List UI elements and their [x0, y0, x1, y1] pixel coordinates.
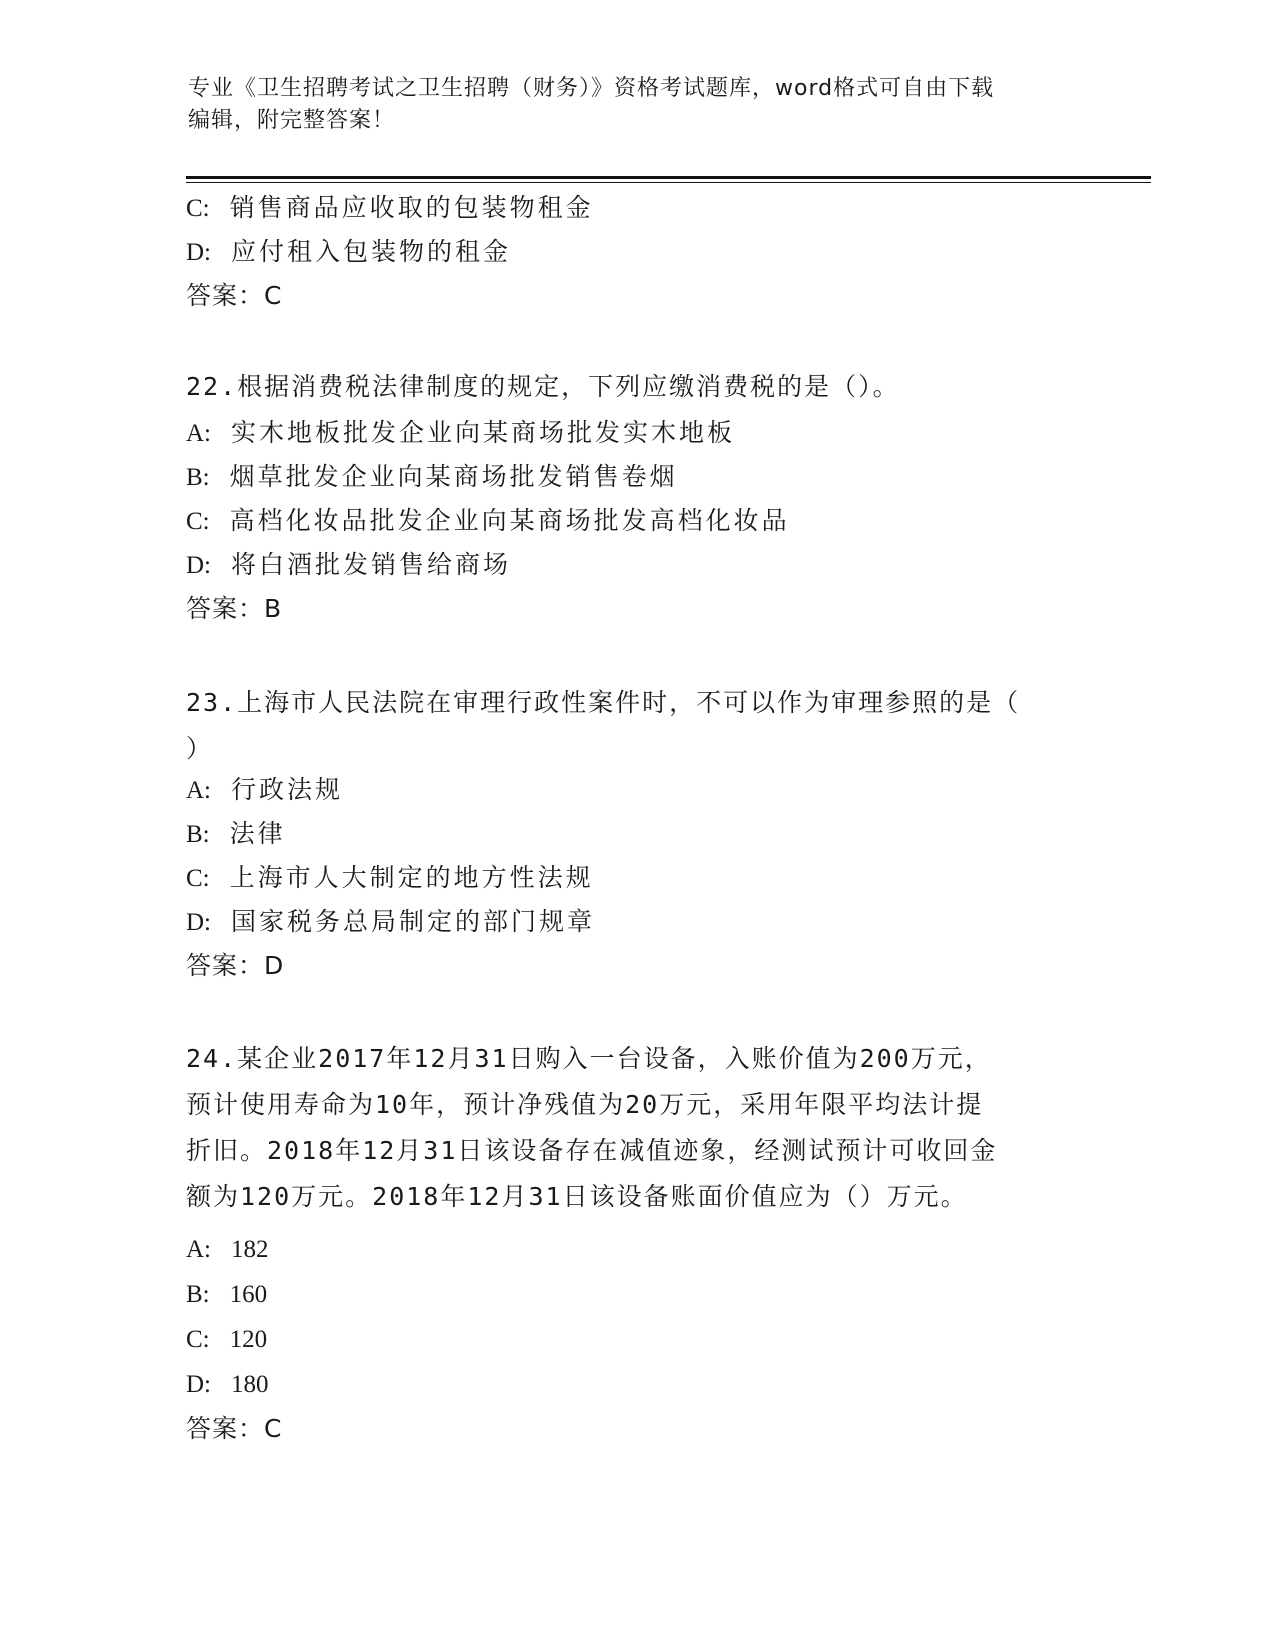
header-line-1: 专业《卫生招聘考试之卫生招聘（财务）》资格考试题库，word格式可自由下载 [188, 76, 995, 101]
header-line-2: 编辑，附完整答案！ [188, 108, 396, 133]
option-label: D: [186, 552, 211, 579]
header-divider-thin [186, 182, 1151, 183]
q24-stem-line-2: 预计使用寿命为10年，预计净残值为20万元，采用年限平均法计提 [186, 1090, 984, 1119]
q24-stem-line-3: 折旧。2018年12月31日该设备存在减值迹象，经测试预计可收回金 [186, 1136, 998, 1165]
q24-stem-line-1: 24.某企业2017年12月31日购入一台设备，入账价值为200万元， [186, 1044, 992, 1073]
option-label: B: [186, 821, 210, 848]
option-text: 烟草批发企业向某商场批发销售卷烟 [229, 462, 678, 491]
q22-option-a [186, 418, 735, 449]
q21-answer: 答案：C [186, 281, 283, 310]
option-label: B: [186, 464, 210, 491]
q22-stem-line: 22.根据消费税法律制度的规定，下列应缴消费税的是（）。 [186, 372, 900, 401]
q21-option-d [186, 237, 511, 268]
q24-option-d [186, 1369, 269, 1400]
option-label: C: [186, 1326, 210, 1353]
q23-option-c [186, 863, 594, 894]
option-label: A: [186, 1236, 211, 1263]
q24-option-a [186, 1234, 269, 1265]
q24-option-b [186, 1279, 267, 1310]
option-label: C: [186, 865, 210, 892]
option-text: 将白酒批发销售给商场 [231, 550, 512, 579]
option-text: 120 [229, 1326, 268, 1353]
option-label: D: [186, 909, 211, 936]
q23-answer: 答案：D [186, 951, 285, 980]
q23-stem-line-2: ） [186, 734, 214, 763]
option-label: A: [186, 420, 211, 447]
option-text: 160 [229, 1281, 268, 1308]
option-label: A: [186, 777, 211, 804]
option-text: 国家税务总局制定的部门规章 [231, 907, 596, 936]
q23-stem [186, 680, 1086, 772]
q24-option-c [186, 1324, 267, 1355]
q24-stem-line-4: 额为120万元。2018年12月31日该设备账面价值应为（）万元。 [186, 1182, 968, 1211]
option-label: D: [186, 239, 211, 266]
option-text: 高档化妆品批发企业向某商场批发高档化妆品 [229, 506, 790, 535]
q22-option-d [186, 550, 511, 581]
option-label: B: [186, 1281, 210, 1308]
header-divider-thick [186, 176, 1151, 179]
option-text: 实木地板批发企业向某商场批发实木地板 [231, 418, 736, 447]
q22-answer: 答案：B [186, 594, 283, 623]
option-text: 上海市人大制定的地方性法规 [229, 863, 594, 892]
option-text: 应付租入包装物的租金 [231, 237, 512, 266]
q23-option-a [186, 775, 343, 806]
q23-stem-line-1: 23.上海市人民法院在审理行政性案件时，不可以作为审理参照的是（ [186, 688, 1021, 717]
option-label: C: [186, 195, 210, 222]
q24-answer: 答案：C [186, 1414, 283, 1443]
q23-option-b [186, 819, 286, 850]
q22-option-c [186, 506, 790, 537]
option-text: 行政法规 [231, 775, 344, 804]
option-label: D: [186, 1371, 211, 1398]
option-label: C: [186, 508, 210, 535]
option-text: 销售商品应收取的包装物租金 [229, 193, 594, 222]
q21-option-c [186, 193, 594, 224]
option-text: 法律 [229, 819, 286, 848]
q22-stem [186, 364, 1086, 410]
q24-stem [186, 1036, 1086, 1220]
document-header [188, 73, 1068, 137]
q22-option-b [186, 462, 678, 493]
option-text: 180 [231, 1371, 269, 1398]
q23-option-d [186, 907, 595, 938]
option-text: 182 [231, 1236, 269, 1263]
